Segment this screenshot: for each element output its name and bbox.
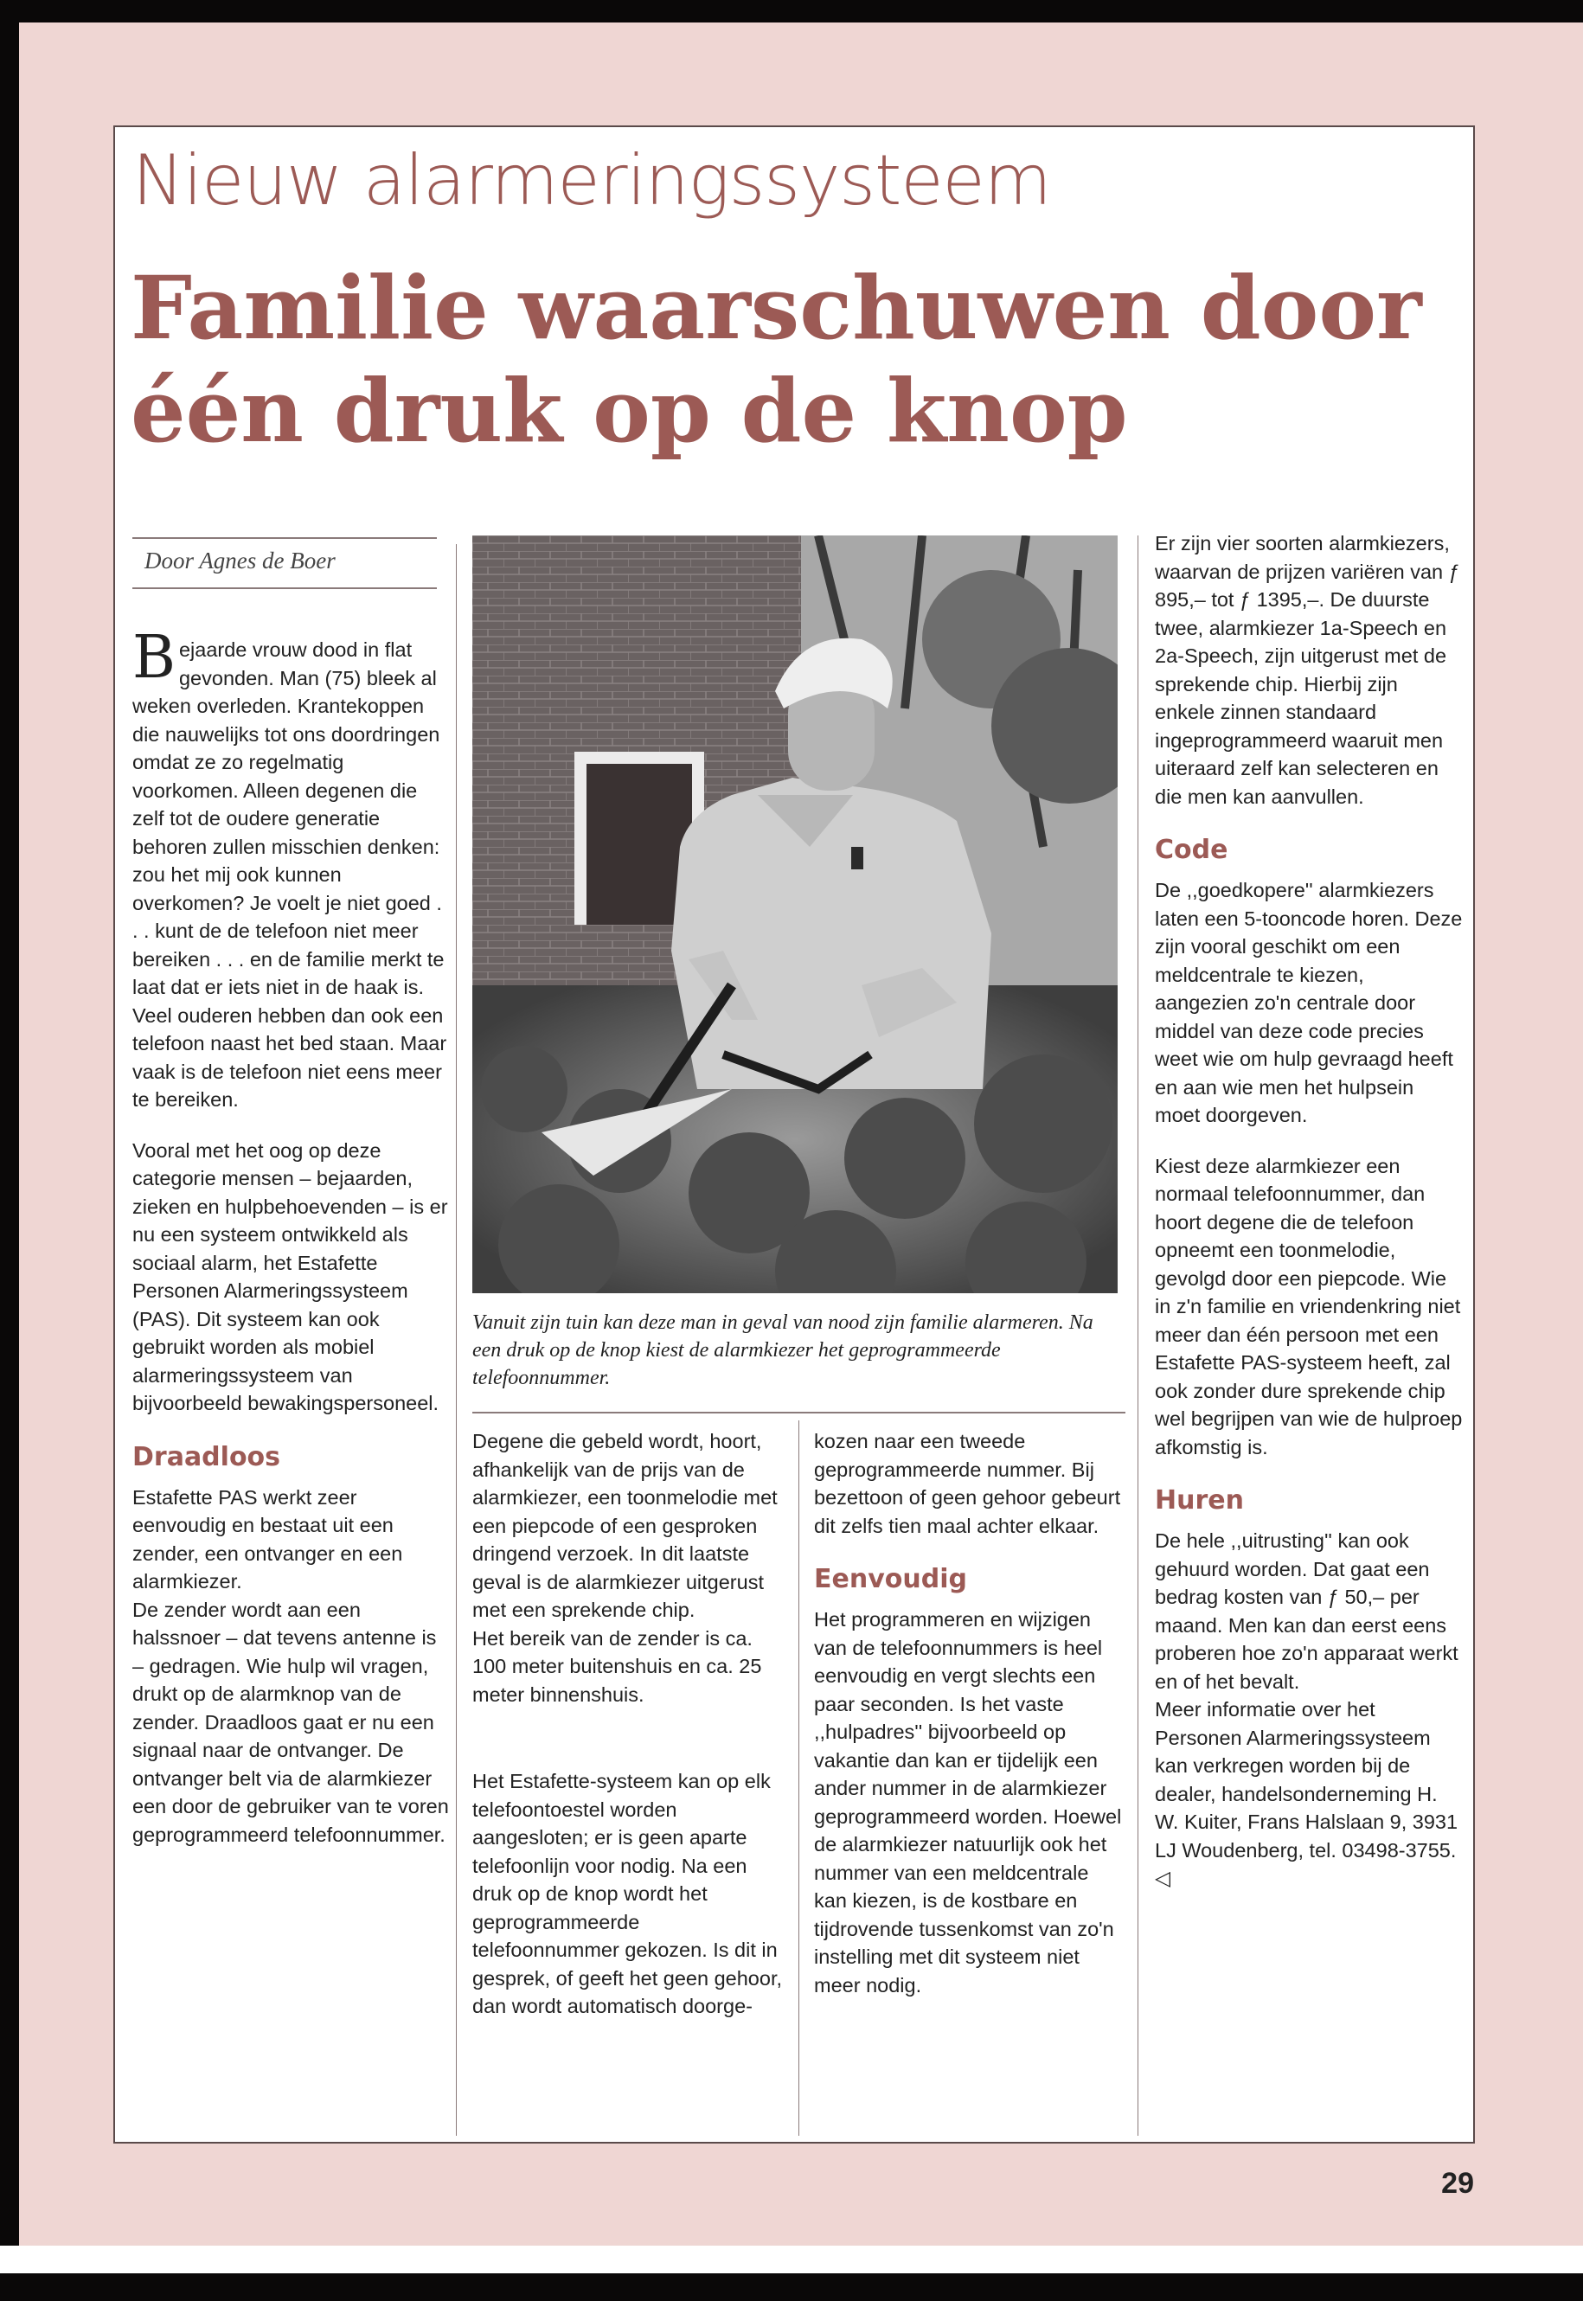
paragraph-text: ejaarde vrouw dood in flat gevonden. Man (75) bleek al weken overleden. Krantekoppen die nauwelijks tot ons doordringen omdat ze zo regelmatig voorkomen. Alleen degenen die zelf tot de oudere generatie behoren zullen misschien denken: zou het mij ook kunnen overkomen? Je voelt je niet goed . . . kunt de de telefoon niet meer bereiken . . . en de familie merkt te laat dat er iets niet in de haak is. Veel ouderen hebben dan ook een telefoon naast het bed staan. Maar vaak is de telefoon niet eens meer te bereiken.: [132, 638, 447, 1111]
drop-cap: B: [132, 624, 176, 692]
elderly-man-with-garden-shears-photo: [472, 535, 1118, 1293]
paragraph: De zender wordt aan een halssnoer – dat tevens antenne is – gedragen. Wie hulp wil vragen, drukt op de alarmknop van de zender. Draadloos gaat er nu een signaal naar de ontvanger. De ontvanger belt via de alarmkiezer een door de gebruiker van te voren geprogrammeerd telefoonnummer.: [132, 1598, 449, 1846]
column-2: [472, 1427, 789, 2043]
paragraph: De hele ,,uitrusting'' kan ook gehuurd worden. Dat gaat een bedrag kosten van ƒ 50,– per maand. Men kan dan eerst eens proberen hoe zo'n apparaat werkt en of het bevalt.: [1155, 1529, 1458, 1693]
paragraph: Degene die gebeld wordt, hoort, afhankelijk van de prijs van de alarmkiezer, een toonmelodie met een piepcode of een gesproken dringend verzoek. In dit laatste geval is de alarmkiezer uitgerust met een sprekende chip.: [472, 1430, 778, 1621]
paragraph: kozen naar een tweede geprogrammeerde nummer. Bij bezettoon of geen gehoor gebeurt dit zelfs tien maal achter elkaar.: [814, 1430, 1121, 1537]
paragraph: Het Estafette-systeem kan op elk telefoontoestel worden aangesloten; er is geen aparte telefoonlijn voor nodig. Na een druk op de knop wordt het geprogrammeerde telefoonnummer gekozen. Is dit in gesprek, of geeft het geen gehoor, dan wordt automatisch doorge-: [472, 1770, 782, 2017]
subheading-huren: Huren: [1155, 1485, 1244, 1516]
paragraph: Het programmeren en wijzigen van de telefoonnummers is heel eenvoudig en vergt slechts een paar seconden. Is het vaste ,,hulpadres'' bijvoorbeeld op vakantie dan kan er tijdelijk een ander nummer in de alarmkiezer geprogrammeerd worden. Hoewel de alarmkiezer natuurlijk ook het nummer van een meldcentrale kan kiezen, is de kostbare en tijdrovende tussenkomst van zo'n instelling met dit systeem niet meer nodig.: [814, 1608, 1122, 1997]
paragraph: Het bereik van de zender is ca. 100 meter buitenshuis en ca. 25 meter binnenshuis.: [472, 1626, 762, 1706]
scan-edge-left: [0, 0, 19, 2301]
column-rule: [456, 544, 457, 2136]
paragraph: Estafette PAS werkt zeer eenvoudig en bestaat uit een zender, een ontvanger en een alarmkiezer.: [132, 1485, 403, 1593]
subheading-draadloos: Draadloos: [132, 1441, 281, 1472]
column-rule: [798, 1420, 799, 2136]
scan-margin-bottom: [0, 2246, 1596, 2273]
byline: Door Agnes de Boer: [132, 537, 437, 589]
page-number: 29: [1441, 2167, 1474, 2200]
column-1: [132, 624, 451, 1871]
paragraph: De ,,goedkopere'' alarmkiezers laten een 5-tooncode horen. Deze zijn vooral geschikt om een meldcentrale te kiezen, aangezien zo'n centrale door middel van deze code precies weet wie om hulp gevraagd heeft en aan wie men het hulpsein moet doorgeven.: [1155, 879, 1463, 1126]
paragraph: Vooral met het oog op deze categorie mensen – bejaarden, zieken en hulpbehoevenden – is er nu een systeem ontwikkeld als sociaal alarm, het Estafette Personen Alarmeringssysteem (PAS). Dit systeem kan ook gebruikt worden als mobiel alarmeringssysteem van bijvoorbeeld bewakingspersoneel.: [132, 1138, 448, 1414]
article-box: [113, 125, 1475, 2144]
caption-rule: [472, 1412, 1125, 1413]
column-3: [814, 1427, 1124, 2022]
photo-caption: Vanuit zijn tuin kan deze man in geval van nood zijn familie alarmeren. Na een druk op de knop kiest de alarmkiezer het geprogrammeerde telefoonnummer.: [472, 1311, 1093, 1389]
scan-edge-bottom: [0, 2273, 1596, 2301]
article-headline: Familie waarschuwen door één druk op de knop: [131, 257, 1422, 462]
column-4: [1155, 529, 1463, 1915]
subheading-code: Code: [1155, 835, 1228, 865]
article-kicker: Nieuw alarmeringssysteem: [132, 140, 1051, 221]
paragraph: Kiest deze alarmkiezer een normaal telefoonnummer, dan hoort degene die de telefoon opneemt een toonmelodie, gevolgd door een piepcode. Wie in z'n familie en vriendenkring niet meer dan één persoon met een Estafette PAS-systeem heeft, zal ook zonder dure sprekende chip wel begrijpen van wie de hulproep afkomstig is.: [1155, 1154, 1463, 1458]
paragraph-text: Meer informatie over het Personen Alarmeringssysteem kan verkregen worden bij de dealer, handelsonderneming H. W. Kuiter, Frans Halslaan 9, 3931 LJ Woudenberg, tel. 03498-3755.: [1155, 1698, 1458, 1862]
paragraph: [1155, 1695, 1463, 1893]
scan-margin-right: [1583, 0, 1596, 2301]
end-of-article-mark: ◁: [1155, 1867, 1171, 1889]
paragraph: Er zijn vier soorten alarmkiezers, waarvan de prijzen variëren van ƒ 895,– tot ƒ 1395,–. De duurste twee, alarmkiezer 1a-Speech en 2a-Speech, zijn uitgerust met de sprekende chip. Hierbij zijn enkele zinnen standaard ingeprogrammeerd waaruit men uiteraard zelf kan selecteren en die men kan aanvullen.: [1155, 532, 1460, 808]
paragraph: [132, 624, 451, 1114]
subheading-eenvoudig: Eenvoudig: [814, 1564, 967, 1594]
scan-edge-top: [0, 0, 1596, 22]
